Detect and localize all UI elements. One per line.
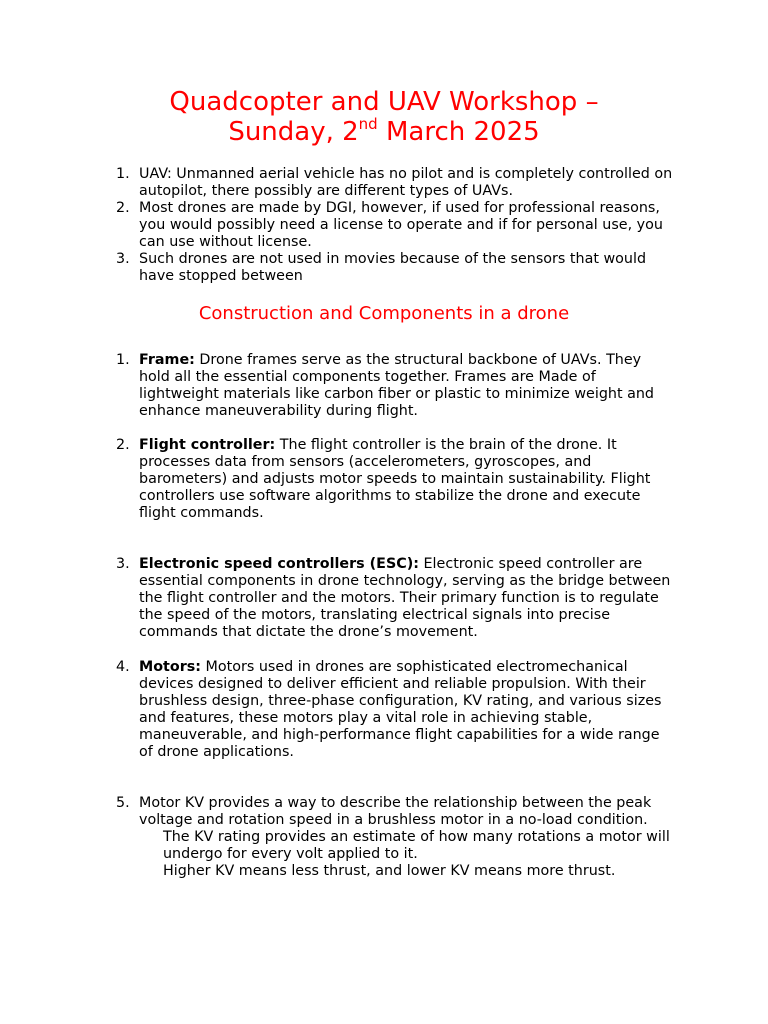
- component-term: Motors:: [139, 659, 201, 675]
- section-heading: Construction and Components in a drone: [198, 303, 570, 324]
- title-ordinal-suffix: nd: [358, 115, 378, 133]
- list-number: 4.: [116, 659, 130, 675]
- component-term: Electronic speed controllers (ESC):: [139, 556, 419, 572]
- title-line-1: Quadcopter and UAV Workshop –: [169, 87, 599, 117]
- list-item: [116, 251, 676, 285]
- list-number: 2.: [116, 200, 130, 216]
- list-item-text: UAV: Unmanned aerial vehicle has no pilot and is completely controlled on autopilot, there possibly are different types of UAVs.: [139, 166, 673, 199]
- list-item: [116, 200, 676, 251]
- list-number: 1.: [116, 352, 130, 368]
- kv-rating-note: The KV rating provides an estimate of how many rotations a motor will undergo for every volt applied to it.: [163, 829, 670, 862]
- list-item: [116, 166, 676, 200]
- list-number: 5.: [116, 795, 130, 811]
- list-number: 2.: [116, 437, 130, 453]
- title-line-2-date: Sunday, 2: [228, 117, 359, 147]
- intro-list: [116, 166, 676, 285]
- component-item-frame: [116, 352, 676, 420]
- component-item-motors: [116, 659, 676, 761]
- component-description: The flight controller is the brain of the drone. It processes data from sensors (accelerometers, gyroscopes, and barometers) and adjusts motor speeds to maintain sustainability. Flight controllers use software algorithms to stabilize the drone and execute flight commands.: [139, 437, 651, 521]
- component-description: Motors used in drones are sophisticated electromechanical devices designed to deliver efficient and reliable propulsion. With their brushless design, three-phase configuration, KV rating, and various sizes and features, these motors play a vital role in achieving stable, maneuverable, and high-performance flight capabilities for a wide range of drone applications.: [139, 659, 662, 760]
- component-term: Flight controller:: [139, 437, 276, 453]
- list-number: 1.: [116, 166, 130, 182]
- title-line-2-rest: March 2025: [377, 117, 540, 147]
- page-title: [80, 87, 688, 150]
- list-item-text: Most drones are made by DGI, however, if used for professional reasons, you would possibly need a license to operate and if for personal use, you can use without license.: [139, 200, 663, 250]
- component-description: Drone frames serve as the structural backbone of UAVs. They hold all the essential components together. Frames are Made of lightweight materials like carbon fiber or plastic to minimize weight and enhance maneuverability during flight.: [139, 352, 655, 419]
- list-number: 3.: [116, 556, 130, 572]
- component-item-flight-controller: [116, 437, 676, 522]
- component-item-esc: [116, 556, 676, 641]
- kv-description: Motor KV provides a way to describe the relationship between the peak voltage and rotation speed in a brushless motor in a no-load condition.: [139, 795, 652, 828]
- component-description: Electronic speed controller are essential components in drone technology, serving as the bridge between the flight controller and the motors. Their primary function is to regulate the speed of the motors, translating electrical signals into precise commands that dictate the drone’s movement.: [139, 556, 671, 640]
- component-term: Frame:: [139, 352, 195, 368]
- kv-thrust-note: Higher KV means less thrust, and lower KV means more thrust.: [163, 863, 616, 879]
- list-item-text: Such drones are not used in movies because of the sensors that would have stopped between: [139, 251, 647, 284]
- list-number: 3.: [116, 251, 130, 267]
- component-item-motor-kv: [116, 795, 676, 880]
